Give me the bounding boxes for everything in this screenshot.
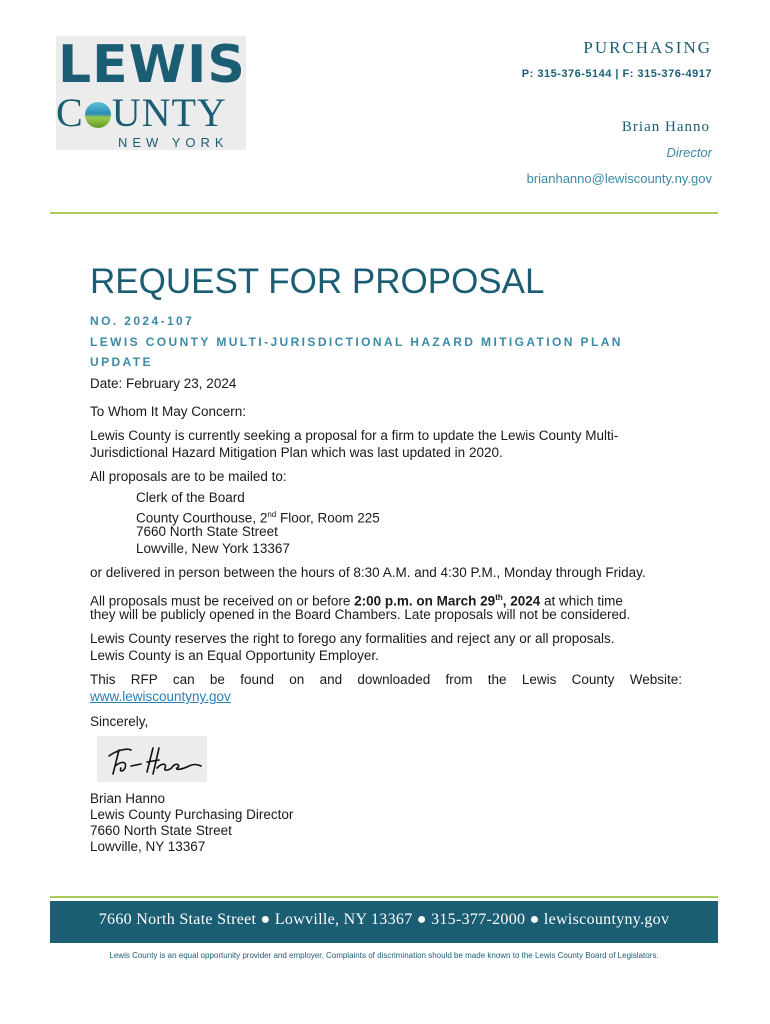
rfp-number: NO. 2024-107 bbox=[90, 314, 195, 328]
director-role: Director bbox=[666, 145, 712, 160]
address-line2-b: Floor, Room 225 bbox=[276, 510, 380, 526]
address-line2-a: County Courthouse, 2 bbox=[136, 510, 268, 526]
signoff-city: Lowville, NY 13367 bbox=[90, 839, 206, 854]
logo-county-c: C bbox=[56, 90, 84, 135]
reserve-line2: Lewis County is an Equal Opportunity Employer. bbox=[90, 648, 379, 663]
logo-line-county bbox=[56, 92, 227, 134]
director-email[interactable]: brianhanno@lewiscounty.ny.gov bbox=[526, 171, 712, 186]
reserve-line1: Lewis County reserves the right to forego any formalities and reject any or all proposals. bbox=[90, 631, 615, 646]
rfp-subject-line1: LEWIS COUNTY MULTI-JURISDICTIONAL HAZARD MITIGATION PLAN bbox=[90, 335, 623, 349]
logo-line-lewis: LEWIS bbox=[58, 35, 246, 95]
paragraph-1-line1: Lewis County is currently seeking a proposal for a firm to update the Lewis County Multi- bbox=[90, 428, 619, 443]
salutation: To Whom It May Concern: bbox=[90, 404, 247, 419]
signoff-street: 7660 North State Street bbox=[90, 823, 232, 838]
phone-fax: P: 315-376-5144 | F: 315-376-4917 bbox=[521, 68, 712, 80]
signature-image bbox=[97, 736, 207, 782]
address-line1: Clerk of the Board bbox=[136, 490, 245, 505]
county-logo bbox=[56, 36, 246, 150]
header-divider bbox=[50, 212, 718, 214]
page-title: REQUEST FOR PROPOSAL bbox=[90, 262, 545, 301]
letter-date: Date: February 23, 2024 bbox=[90, 376, 237, 391]
website-link[interactable]: www.lewiscountyny.gov bbox=[90, 689, 231, 704]
footer-notice: Lewis County is an equal opportunity provider and employer. Complaints of discrimination should be made known to the Lewis County Board of Legislators. bbox=[109, 951, 659, 960]
logo-line-new-york: NEW YORK bbox=[118, 135, 229, 150]
footer-bar bbox=[50, 901, 718, 943]
delivery-hours: or delivered in person between the hours of 8:30 A.M. and 4:30 P.M., Monday through Friday. bbox=[90, 565, 646, 580]
footer-divider bbox=[50, 896, 718, 898]
footer-contact: 7660 North State Street ● Lowville, NY 13367 ● 315-377-2000 ● lewiscountyny.gov bbox=[98, 911, 670, 928]
rfp-subject-line2: UPDATE bbox=[90, 355, 153, 369]
closing: Sincerely, bbox=[90, 714, 149, 729]
deadline-post: at which time bbox=[540, 593, 623, 609]
rfp-website-link-row bbox=[90, 688, 682, 705]
director-name: Brian Hanno bbox=[621, 119, 710, 135]
deadline-line2: they will be publicly opened in the Board Chambers. Late proposals will not be considered. bbox=[90, 607, 631, 622]
address-line3: 7660 North State Street bbox=[136, 524, 278, 539]
deadline-time: 2:00 p.m. on March 29 bbox=[354, 593, 496, 609]
deadline-pre: All proposals must be received on or before bbox=[90, 593, 355, 609]
deadline-year: , 2024 bbox=[502, 593, 541, 609]
logo-county-rest: UNTY bbox=[111, 90, 227, 135]
signature-scribble bbox=[97, 736, 207, 782]
address-line2-sup: nd bbox=[267, 510, 277, 519]
globe-icon bbox=[85, 102, 111, 128]
deadline-sup: th bbox=[495, 593, 503, 602]
rfp-website-line: This RFP can be found on and downloaded from the Lewis County Website: bbox=[90, 672, 682, 687]
paragraph-1-line2: Jurisdictional Hazard Mitigation Plan which was last updated in 2020. bbox=[90, 445, 503, 460]
signoff-title: Lewis County Purchasing Director bbox=[90, 807, 294, 822]
department-name: PURCHASING bbox=[583, 38, 712, 57]
signoff-name: Brian Hanno bbox=[90, 791, 166, 806]
address-line4: Lowville, New York 13367 bbox=[136, 541, 290, 556]
mail-intro: All proposals are to be mailed to: bbox=[90, 469, 287, 484]
